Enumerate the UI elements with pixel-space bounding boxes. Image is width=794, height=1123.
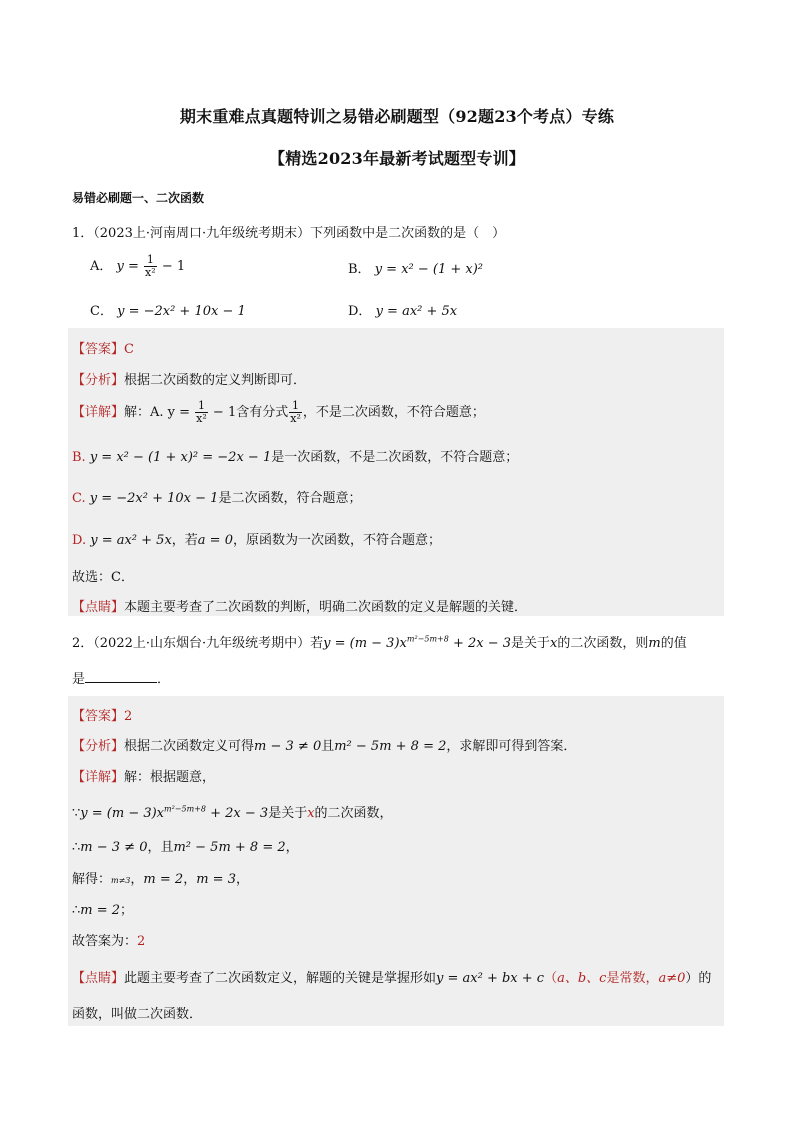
therefore-symbol-2: ∴ [72, 903, 81, 918]
q2-answer [72, 705, 132, 724]
detail-4-expr: m = 2 [143, 872, 184, 887]
detail-3-mid: ，且 [147, 840, 174, 855]
detail-c-text: 是二次函数，符合题意； [218, 491, 362, 506]
section-title: 易错必刷题一、二次函数 [72, 191, 205, 205]
option-a-prefix: y = [116, 259, 144, 274]
detail-b-expr: y = x² − (1 + x)² = −2x − 1 [85, 450, 272, 465]
detail-2-var: x [307, 806, 315, 821]
question-1-stem: 1．（2023上·河南周口·九年级统考期末）下列函数中是二次函数的是（ ） [72, 226, 506, 241]
comment-tag: 【点睛】 [72, 600, 125, 615]
q2-detail-1 [72, 766, 215, 785]
detail-2-expr: y = (m − 3)x [80, 806, 165, 821]
option-b-label: B． [348, 262, 371, 277]
q1-option-d [348, 300, 457, 319]
comment-expr: y = ax² + bx + c [436, 971, 545, 986]
q1-analysis [72, 369, 306, 388]
analysis-tag: 【分析】 [72, 373, 125, 388]
comment-a0: a≠0 [658, 971, 686, 986]
q1-option-b [348, 258, 483, 277]
detail-a-mid: − 1含有分式 [208, 405, 289, 420]
q2-analysis [72, 735, 576, 754]
detail-4-mid: ， [130, 872, 144, 887]
q1-answer [72, 338, 134, 357]
option-c-label: C． [90, 304, 113, 319]
detail-tag: 【详解】 [72, 405, 125, 420]
conclusion-value: 2 [137, 934, 146, 949]
comment-c: 是常数， [606, 971, 659, 986]
detail-d-label: D. [72, 533, 87, 548]
option-a-label: A． [90, 259, 113, 274]
analysis-expr1: m − 3 ≠ 0 [254, 739, 322, 754]
detail-a-fraction-2 [289, 400, 302, 425]
therefore-symbol: ∴ [72, 840, 81, 855]
option-a-num: 1 [144, 254, 157, 267]
q2-detail-4 [72, 868, 249, 887]
option-a-den: x² [145, 266, 156, 279]
q1-option-c [90, 300, 246, 319]
q2-comment [72, 967, 711, 986]
answer-value: C [124, 342, 134, 357]
q1-comment [72, 596, 527, 615]
q2-conclusion [72, 930, 145, 949]
detail-d-text1: ，若 [171, 533, 198, 548]
option-b-expr: y = x² − (1 + x)² [374, 262, 484, 277]
option-c-expr: y = −2x² + 10x − 1 [117, 304, 246, 319]
analysis-c: ，求解即可得到答案． [446, 739, 577, 754]
answer-blank[interactable] [85, 670, 157, 683]
page-subtitle: 【精选2023年最新考试题型专训】 [269, 149, 525, 168]
answer-tag: 【答案】 [72, 342, 125, 357]
detail-a-suffix: ，不是二次函数，不符合题意； [302, 405, 485, 420]
q2-stem-b: 是关于 [511, 636, 551, 651]
detail-1-text: 解：根据题意， [124, 770, 216, 785]
option-a-fraction [144, 254, 157, 279]
comment-b: （ [544, 971, 558, 986]
detail-2-text: 是关于 [268, 806, 308, 821]
option-d-label: D． [348, 304, 372, 319]
q1-detail-d [72, 529, 441, 548]
detail-tag: 【详解】 [72, 770, 125, 785]
detail-3-end: ， [285, 840, 299, 855]
analysis-text: 根据二次函数的定义判断即可． [124, 373, 307, 388]
analysis-a: 根据二次函数定义可得 [124, 739, 255, 754]
q1-detail-a [72, 400, 485, 425]
option-a-suffix: − 1 [161, 259, 186, 274]
q2-stem-line2: 是 [72, 672, 86, 687]
q2-comment-line2: 函数，叫做二次函数． [72, 1007, 203, 1022]
detail-4-tiny: m≠3 [111, 876, 131, 885]
q2-stem-end: ． [157, 672, 171, 687]
q2-stem-c: 的二次函数，则 [557, 636, 649, 651]
because-symbol: ∵ [72, 806, 81, 821]
detail-2-exp: m²−5m+8 [164, 804, 206, 814]
answer-tag: 【答案】 [72, 709, 125, 724]
comment-d: ）的 [685, 971, 712, 986]
detail-3-expr2: m² − 5m + 8 = 2 [173, 840, 286, 855]
detail-2-end: 的二次函数， [314, 806, 393, 821]
option-d-expr: y = ax² + 5x [375, 304, 458, 319]
question-2-stem [72, 632, 687, 651]
detail-a-fraction [195, 400, 208, 425]
detail-a-prefix: 解：A. y = [124, 405, 195, 420]
detail-a-num: 1 [195, 400, 208, 413]
q2-stem-var: x [550, 636, 558, 651]
question-2-stem-line2 [72, 668, 170, 687]
q1-option-a [90, 254, 185, 279]
q1-conclusion: 故选：C． [72, 570, 134, 585]
detail-4-prefix: 解得： [72, 872, 112, 887]
detail-c-expr: y = −2x² + 10x − 1 [85, 491, 219, 506]
q2-stem-expr: y = (m − 3)x [323, 636, 407, 651]
analysis-tag: 【分析】 [72, 739, 125, 754]
analysis-b: 且 [321, 739, 335, 754]
comment-a: 此题主要考查了二次函数定义，解题的关键是掌握形如 [124, 971, 437, 986]
detail-4-end: ， [235, 872, 249, 887]
detail-d-text2: ，原函数为一次函数，不符合题意； [232, 533, 441, 548]
detail-a-den-2: x² [290, 412, 301, 425]
detail-5-end: ； [120, 903, 134, 918]
detail-3-expr: m − 3 ≠ 0 [80, 840, 148, 855]
q2-detail-5 [72, 899, 133, 918]
q2-stem-a: 2．（2022上·山东烟台·九年级统考期中）若 [72, 636, 324, 651]
detail-d-expr: y = ax² + 5x [86, 533, 172, 548]
analysis-expr2: m² − 5m + 8 = 2 [334, 739, 447, 754]
page-title: 期末重难点真题特训之易错必刷题型（92题23个考点）专练 [179, 107, 615, 126]
q2-stem-d: 的值 [660, 636, 687, 651]
detail-a-den: x² [196, 412, 207, 425]
detail-c-label: C. [72, 491, 86, 506]
detail-4-expr2: m = 3 [196, 872, 236, 887]
detail-4-mid2: ， [183, 872, 197, 887]
comment-text: 本题主要考查了二次函数的判断，明确二次函数的定义是解题的关键． [124, 600, 528, 615]
q2-detail-2 [72, 802, 393, 821]
q2-stem-exp: m²−5m+8 [406, 634, 449, 644]
q2-stem-var2: m [648, 636, 661, 651]
detail-2-expr2: + 2x − 3 [205, 806, 269, 821]
answer-value: 2 [124, 709, 133, 724]
q2-stem-expr2: + 2x − 3 [448, 636, 512, 651]
detail-b-text: 是一次函数，不是二次函数，不符合题意； [271, 450, 519, 465]
q1-detail-c [72, 487, 361, 506]
detail-a-num-2: 1 [289, 400, 302, 413]
q2-detail-3 [72, 836, 299, 855]
detail-b-label: B. [72, 450, 86, 465]
detail-d-expr2: a = 0 [197, 533, 233, 548]
comment-abc: a、b、c [557, 971, 607, 986]
q1-detail-b [72, 446, 518, 465]
detail-5-expr: m = 2 [80, 903, 121, 918]
comment-tag: 【点睛】 [72, 971, 125, 986]
conclusion-prefix: 故答案为： [72, 934, 138, 949]
